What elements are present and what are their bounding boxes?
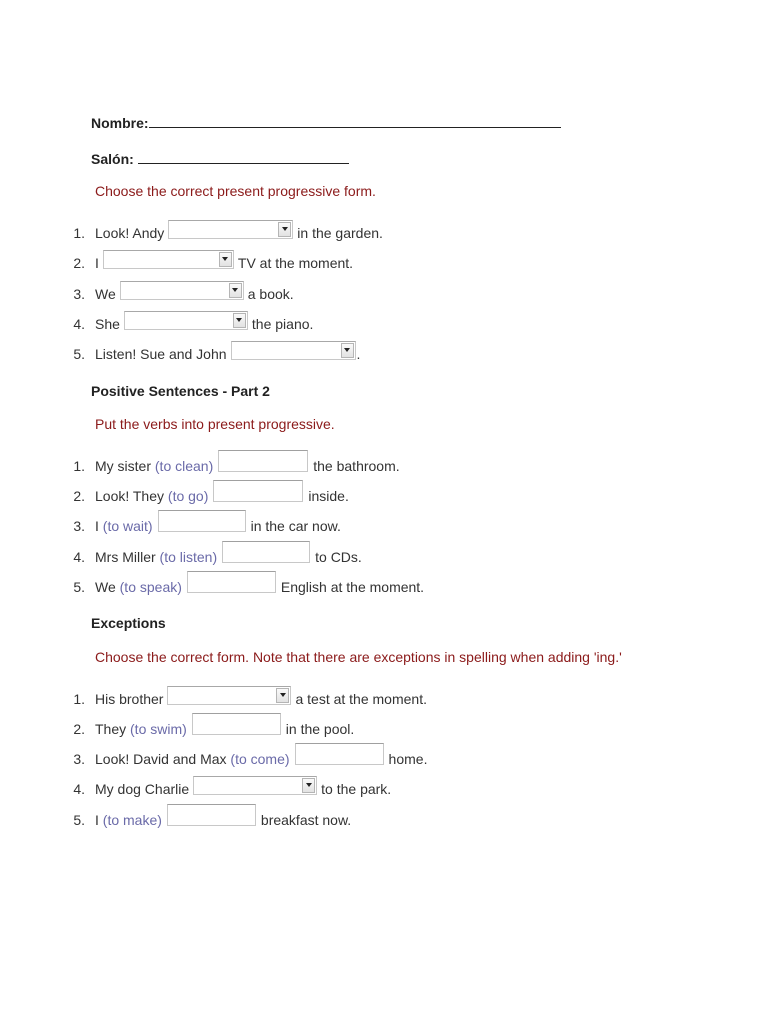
question-number: 1. [73,691,85,707]
question-text-after: to the park. [321,781,392,797]
answer-dropdown[interactable] [193,776,317,795]
chevron-down-icon[interactable] [278,222,291,237]
question-text-before: They [95,721,127,737]
chevron-down-icon[interactable] [219,252,232,267]
question-number: 3. [73,751,85,767]
question-number: 4. [73,781,85,797]
question-text-before: Listen! Sue and John [95,346,227,362]
question-number: 2. [73,488,85,504]
answer-input[interactable] [192,713,281,735]
verb-hint: (to come) [230,751,290,767]
question-text-before: We [95,579,116,595]
question-text-before: His brother [95,691,164,707]
question-text-after: inside. [308,488,349,504]
question-number: 2. [73,721,85,737]
verb-hint: (to clean) [154,458,214,474]
answer-dropdown[interactable] [120,281,244,300]
answer-input[interactable] [187,571,276,593]
question-text-before: Mrs Miller [95,549,156,565]
question-text-before: I [95,255,99,271]
question-text-after: the bathroom. [313,458,400,474]
name-blank [149,113,561,128]
question-text-after: a test at the moment. [295,691,427,707]
answer-dropdown[interactable] [231,341,356,360]
answer-dropdown[interactable] [124,311,248,330]
chevron-down-icon[interactable] [233,313,246,328]
question-text-after: the piano. [251,316,314,332]
name-label: Nombre: [91,115,149,131]
room-blank [138,149,349,164]
question-text-before: We [95,286,116,302]
section2-heading: Positive Sentences - Part 2 [91,383,270,399]
question-text-after: home. [388,751,428,767]
question-number: 4. [73,316,85,332]
question-number: 5. [73,346,85,362]
question-text-before: My dog Charlie [95,781,190,797]
answer-input[interactable] [213,480,303,502]
question-number: 2. [73,255,85,271]
question-text-after: to CDs. [315,549,362,565]
question-text-before: I [95,812,99,828]
question-number: 5. [73,812,85,828]
verb-hint: (to listen) [159,549,218,565]
question-number: 1. [73,225,85,241]
name-line [91,113,561,131]
question-number: 3. [73,518,85,534]
question-text-after: in the garden. [297,225,383,241]
answer-dropdown[interactable] [168,220,293,239]
verb-hint: (to swim) [130,721,187,737]
question-text-before: Look! Andy [95,225,165,241]
room-label: Salón: [91,151,138,167]
section1-instruction: Choose the correct present progressive form. [95,183,376,199]
question-number: 1. [73,458,85,474]
question-text-after: breakfast now. [260,812,352,828]
answer-input[interactable] [295,743,384,765]
answer-dropdown[interactable] [103,250,234,269]
verb-hint: (to wait) [102,518,153,534]
chevron-down-icon[interactable] [341,343,354,358]
section3-instruction: Choose the correct form. Note that there are exceptions in spelling when adding 'ing.' [95,649,622,665]
chevron-down-icon[interactable] [276,688,289,703]
question-text-before: She [95,316,120,332]
section3-heading: Exceptions [91,615,166,631]
question-text-before: I [95,518,99,534]
question-text-before: Look! David and Max [95,751,227,767]
question-text-after: in the car now. [250,518,341,534]
question-number: 4. [73,549,85,565]
question-number: 3. [73,286,85,302]
answer-input[interactable] [158,510,246,532]
section2-instruction: Put the verbs into present progressive. [95,416,335,432]
answer-input[interactable] [222,541,310,563]
room-line [91,149,349,167]
chevron-down-icon[interactable] [229,283,242,298]
answer-input[interactable] [218,450,308,472]
question-text-after: English at the moment. [280,579,425,595]
answer-input[interactable] [167,804,256,826]
question-number: 5. [73,579,85,595]
verb-hint: (to go) [167,488,209,504]
question-text-after: TV at the moment. [237,255,354,271]
verb-hint: (to speak) [119,579,182,595]
chevron-down-icon[interactable] [302,778,315,793]
question-text-after: . [356,346,361,362]
question-text-after: in the pool. [285,721,355,737]
question-text-before: Look! They [95,488,165,504]
question-text-before: My sister [95,458,151,474]
answer-dropdown[interactable] [167,686,291,705]
question-text-after: a book. [247,286,294,302]
verb-hint: (to make) [102,812,162,828]
